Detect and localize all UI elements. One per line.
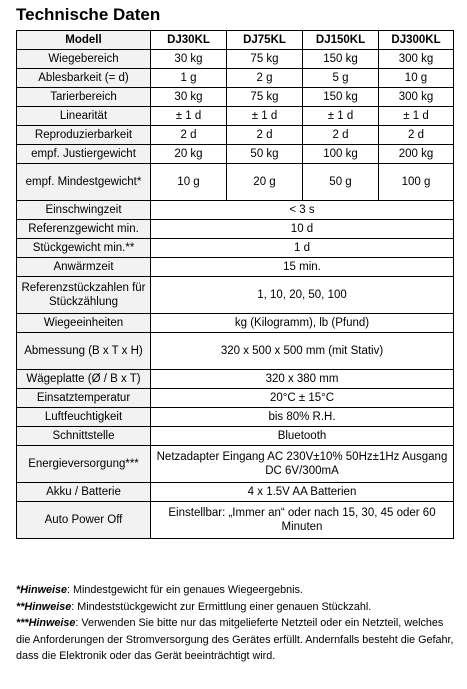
row-value: 75 kg bbox=[227, 88, 303, 107]
row-value: ± 1 d bbox=[303, 107, 379, 126]
row-value: 10 d bbox=[151, 220, 454, 239]
table-row bbox=[17, 502, 454, 539]
spec-table bbox=[16, 30, 454, 539]
table-row bbox=[17, 107, 454, 126]
table-row bbox=[17, 370, 454, 389]
row-value: 1 d bbox=[151, 239, 454, 258]
footnote-text: : Verwenden Sie bitte nur das mitgelieferte Netzteil oder ein Netzteil, welches die Anforderungen der Stromversorgung des Gerätes erfüllt. Andernfalls besteht die Gefahr, dass die Elektronik oder das Gerät beeinträchtigt wird. bbox=[16, 617, 454, 662]
table-row bbox=[17, 258, 454, 277]
row-value: kg (Kilogramm), lb (Pfund) bbox=[151, 314, 454, 333]
row-value: Bluetooth bbox=[151, 427, 454, 446]
table-row bbox=[17, 69, 454, 88]
footnotes bbox=[16, 582, 456, 665]
footnote-marker: ***Hinweise bbox=[16, 617, 76, 629]
page-title: Technische Daten bbox=[16, 5, 161, 24]
header-cell-dj30kl: DJ30KL bbox=[151, 31, 227, 50]
row-value: 20 kg bbox=[151, 145, 227, 164]
row-label: Abmessung (B x T x H) bbox=[17, 333, 151, 370]
header-cell-dj150kl: DJ150KL bbox=[303, 31, 379, 50]
row-value: bis 80% R.H. bbox=[151, 408, 454, 427]
row-value: ± 1 d bbox=[151, 107, 227, 126]
table-row bbox=[17, 389, 454, 408]
row-label: Anwärmzeit bbox=[17, 258, 151, 277]
row-value: 2 d bbox=[227, 126, 303, 145]
row-value: 10 g bbox=[151, 164, 227, 201]
footnote-text: : Mindeststückgewicht zur Ermittlung einer genauen Stückzahl. bbox=[71, 600, 372, 613]
row-label: Luftfeuchtigkeit bbox=[17, 408, 151, 427]
table-row bbox=[17, 427, 454, 446]
row-value: 1, 10, 20, 50, 100 bbox=[151, 277, 454, 314]
header-cell-dj75kl: DJ75KL bbox=[227, 31, 303, 50]
row-label: Energieversorgung*** bbox=[17, 446, 151, 483]
row-value: 2 d bbox=[379, 126, 454, 145]
row-value: 150 kg bbox=[303, 50, 379, 69]
row-value: 2 d bbox=[303, 126, 379, 145]
footnote-marker: **Hinweise bbox=[16, 600, 72, 613]
row-value: < 3 s bbox=[151, 201, 454, 220]
row-label: Einsatztemperatur bbox=[17, 389, 151, 408]
row-value: ± 1 d bbox=[227, 107, 303, 126]
row-value: 300 kg bbox=[379, 88, 454, 107]
row-value: 2 g bbox=[227, 69, 303, 88]
table-row bbox=[17, 446, 454, 483]
row-value: 100 g bbox=[379, 164, 454, 201]
row-value: Einstellbar: „Immer an“ oder nach 15, 30, 45 oder 60 Minuten bbox=[151, 502, 454, 539]
table-header-row bbox=[17, 31, 454, 50]
header-cell-modell: Modell bbox=[17, 31, 151, 50]
row-label: Linearität bbox=[17, 107, 151, 126]
row-value: 320 x 380 mm bbox=[151, 370, 454, 389]
row-value: 320 x 500 x 500 mm (mit Stativ) bbox=[151, 333, 454, 370]
table-row bbox=[17, 88, 454, 107]
row-value: 75 kg bbox=[227, 50, 303, 69]
row-value: 15 min. bbox=[151, 258, 454, 277]
row-value: 2 d bbox=[151, 126, 227, 145]
table-row bbox=[17, 201, 454, 220]
row-label: Auto Power Off bbox=[17, 502, 151, 539]
table-row bbox=[17, 408, 454, 427]
table-row bbox=[17, 50, 454, 69]
row-label: Tarierbereich bbox=[17, 88, 151, 107]
row-label: Wägeplatte (Ø / B x T) bbox=[17, 370, 151, 389]
footnote-marker: *Hinweise bbox=[16, 584, 68, 596]
row-value: 150 kg bbox=[303, 88, 379, 107]
row-label: Akku / Batterie bbox=[17, 483, 151, 502]
row-label: Wiegebereich bbox=[17, 50, 151, 69]
row-value: Netzadapter Eingang AC 230V±10% 50Hz±1Hz Ausgang DC 6V/300mA bbox=[151, 446, 454, 483]
footnote-text: : Mindestgewicht für ein genaues Wiegeergebnis. bbox=[67, 584, 303, 596]
table-row bbox=[17, 164, 454, 201]
row-value: ± 1 d bbox=[379, 107, 454, 126]
row-value: 200 kg bbox=[379, 145, 454, 164]
table-row bbox=[17, 314, 454, 333]
row-label: Schnittstelle bbox=[17, 427, 151, 446]
row-label: empf. Justiergewicht bbox=[17, 145, 151, 164]
table-row bbox=[17, 126, 454, 145]
table-row bbox=[17, 239, 454, 258]
row-value: 50 kg bbox=[227, 145, 303, 164]
row-label: Wiegeeinheiten bbox=[17, 314, 151, 333]
row-label: Referenzstückzahlen für Stückzählung bbox=[17, 277, 151, 314]
row-value: 100 kg bbox=[303, 145, 379, 164]
row-value: 10 g bbox=[379, 69, 454, 88]
row-value: 20 g bbox=[227, 164, 303, 201]
row-label: Stückgewicht min.** bbox=[17, 239, 151, 258]
row-value: 1 g bbox=[151, 69, 227, 88]
footnote-3 bbox=[16, 615, 456, 665]
row-value: 300 kg bbox=[379, 50, 454, 69]
table-row bbox=[17, 145, 454, 164]
row-value: 50 g bbox=[303, 164, 379, 201]
row-label: Einschwingzeit bbox=[17, 201, 151, 220]
row-value: 4 x 1.5V AA Batterien bbox=[151, 483, 454, 502]
row-value: 30 kg bbox=[151, 88, 227, 107]
table-row bbox=[17, 220, 454, 239]
table-row bbox=[17, 277, 454, 314]
table-row bbox=[17, 483, 454, 502]
row-label: Referenzgewicht min. bbox=[17, 220, 151, 239]
row-value: 20°C ± 15°C bbox=[151, 389, 454, 408]
header-cell-dj300kl: DJ300KL bbox=[379, 31, 454, 50]
row-label: empf. Mindestgewicht* bbox=[17, 164, 151, 201]
table-row bbox=[17, 333, 454, 370]
row-label: Ablesbarkeit (= d) bbox=[17, 69, 151, 88]
footnote-2 bbox=[16, 599, 456, 616]
row-value: 5 g bbox=[303, 69, 379, 88]
footnote-1 bbox=[16, 582, 456, 599]
row-value: 30 kg bbox=[151, 50, 227, 69]
row-label: Reproduzierbarkeit bbox=[17, 126, 151, 145]
